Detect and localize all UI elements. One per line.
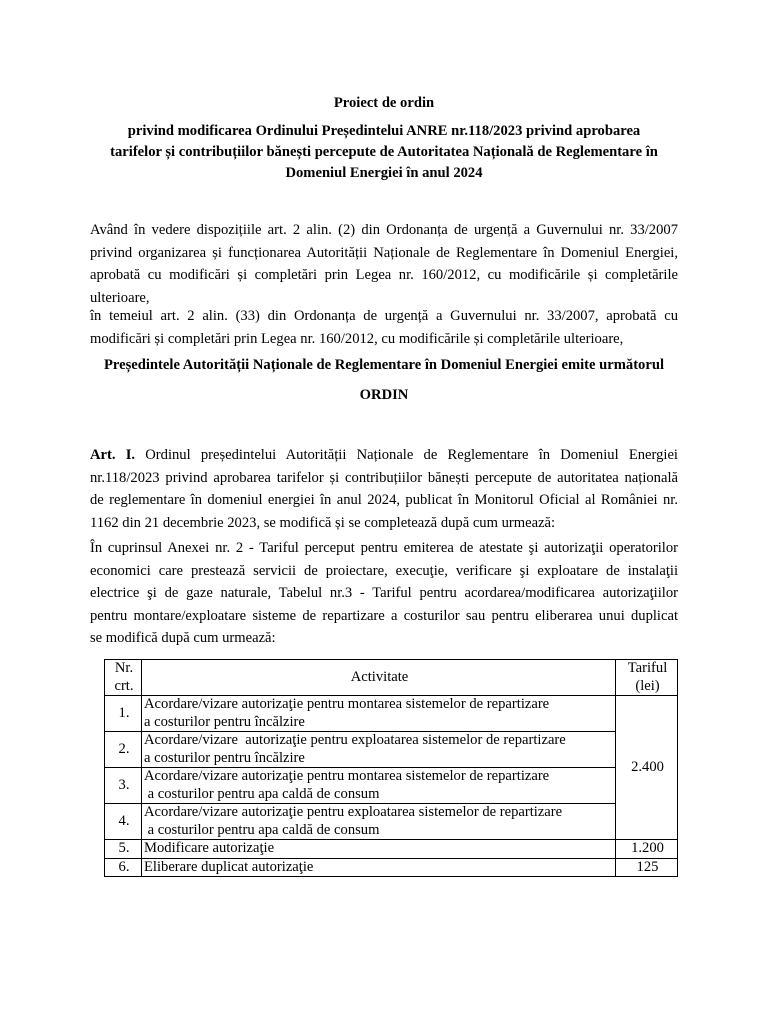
text-line: 1162 din 21 decembrie 2023, se modifică și se completează după cum urmează: [90,514,556,531]
subtitle-line: Domeniul Energiei în anul 2024 [285,165,483,181]
document-subtitle [90,121,678,184]
text-line: nr.118/2023 privind aprobarea tarifelor și contribuțiilor bănești percepute de autoritatea națională [90,469,678,486]
text-line: economici care prestează servicii de proiectare, execuţie, verificare şi exploatare de instalaţii [90,562,678,579]
text-line: privind organizarea și funcționarea Autorității Naționale de Reglementare în Domeniul Energiei, [90,244,678,261]
row-activity [142,768,616,804]
text-line: modificări și completări prin Legea nr. 160/2012, cu modificările și completările ulterioare, [90,330,624,347]
row-number: 5. [105,840,142,859]
text-line: de reglementare în domeniul energiei în anul 2024, publicat în Monitorul Oficial al României nr. [90,492,678,508]
article-first-line: Ordinul președintelui Autorității Naționale de Reglementare în Domeniul Energiei [145,447,678,463]
header-tariff-line: Tariful [627,660,668,676]
header-activity: Activitate [142,660,616,696]
preamble-paragraph-1 [90,219,678,309]
row-tariff: 1.200 [616,840,678,859]
header-nr [105,660,142,696]
order-heading: ORDIN [359,387,409,403]
annex-paragraph [90,537,678,650]
row-tariff: 125 [616,858,678,877]
row-number: 1. [105,696,142,732]
issuer-statement: Președintele Autorității Naționale de Reglementare în Domeniul Energiei emite următorul [104,357,664,373]
header-tariff-line: (lei) [635,677,660,694]
row-activity [142,696,616,732]
subtitle-line: tarifelor și contribuțiilor bănești percepute de Autoritatea Națională de Reglementare în [110,144,658,160]
row-number: 6. [105,858,142,877]
text-line [90,444,678,467]
text-line: în temeiul art. 2 alin. (33) din Ordonanța de urgență a Guvernului nr. 33/2007, aprobată cu [90,308,678,324]
text-line: În cuprinsul Anexei nr. 2 - Tariful perceput pentru emiterea de atestate şi autorizaţii operatorilor [90,540,678,556]
text-line: electrice şi de gaze naturale, Tabelul nr.3 - Tariful pentru acordarea/modificarea autorizaţiilor [90,585,678,601]
activity-line: Acordare/vizare autorizaţie pentru exploatarea sistemelor de repartizare [144,732,566,748]
text-line: pentru montare/exploatare sisteme de repartizare a costurilor sau pentru eliberarea unui duplicat [90,607,678,624]
header-nr-line: Nr. [114,660,134,676]
activity-line: Acordare/vizare autorizaţie pentru exploatarea sistemelor de repartizare [144,804,563,820]
document-title: Proiect de ordin [333,95,435,111]
tariff-table [104,659,678,877]
article-one [90,444,678,534]
row-activity [142,804,616,840]
activity-line: a costurilor pentru apa caldă de consum [144,821,380,838]
row-activity: Eliberare duplicat autorizaţie [142,858,616,877]
row-activity [142,732,616,768]
table-row [105,732,678,768]
table-header-row [105,660,678,696]
activity-line: a costurilor pentru încălzire [144,749,305,766]
activity-line: a costurilor pentru încălzire [144,713,305,730]
text-line: ulterioare, [90,289,150,306]
activity-line: Acordare/vizare autorizaţie pentru montarea sistemelor de repartizare [144,768,550,784]
table-row [105,840,678,859]
row-number: 4. [105,804,142,840]
row-activity: Modificare autorizaţie [142,840,616,859]
row-number: 2. [105,732,142,768]
table-row [105,768,678,804]
table-row [105,858,678,877]
header-tariff [616,660,678,696]
preamble-paragraph-2 [90,305,678,350]
row-number: 3. [105,768,142,804]
text-line: Având în vedere dispozițiile art. 2 alin. (2) din Ordonanța de urgență a Guvernului nr. 33/2007 [90,222,678,238]
merged-tariff: 2.400 [616,696,678,840]
text-line: aprobată cu modificări și completări prin Legea nr. 160/2012, cu modificările și completările [90,267,678,283]
article-label: Art. I. [90,447,136,463]
header-nr-line: crt. [114,677,134,694]
subtitle-line: privind modificarea Ordinului Președintelui ANRE nr.118/2023 privind aprobarea [127,123,641,139]
table-row [105,696,678,732]
activity-line: Acordare/vizare autorizaţie pentru montarea sistemelor de repartizare [144,696,550,712]
table-row [105,804,678,840]
text-line: se modifică după cum urmează: [90,630,276,646]
activity-line: a costurilor pentru apa caldă de consum [144,785,380,802]
